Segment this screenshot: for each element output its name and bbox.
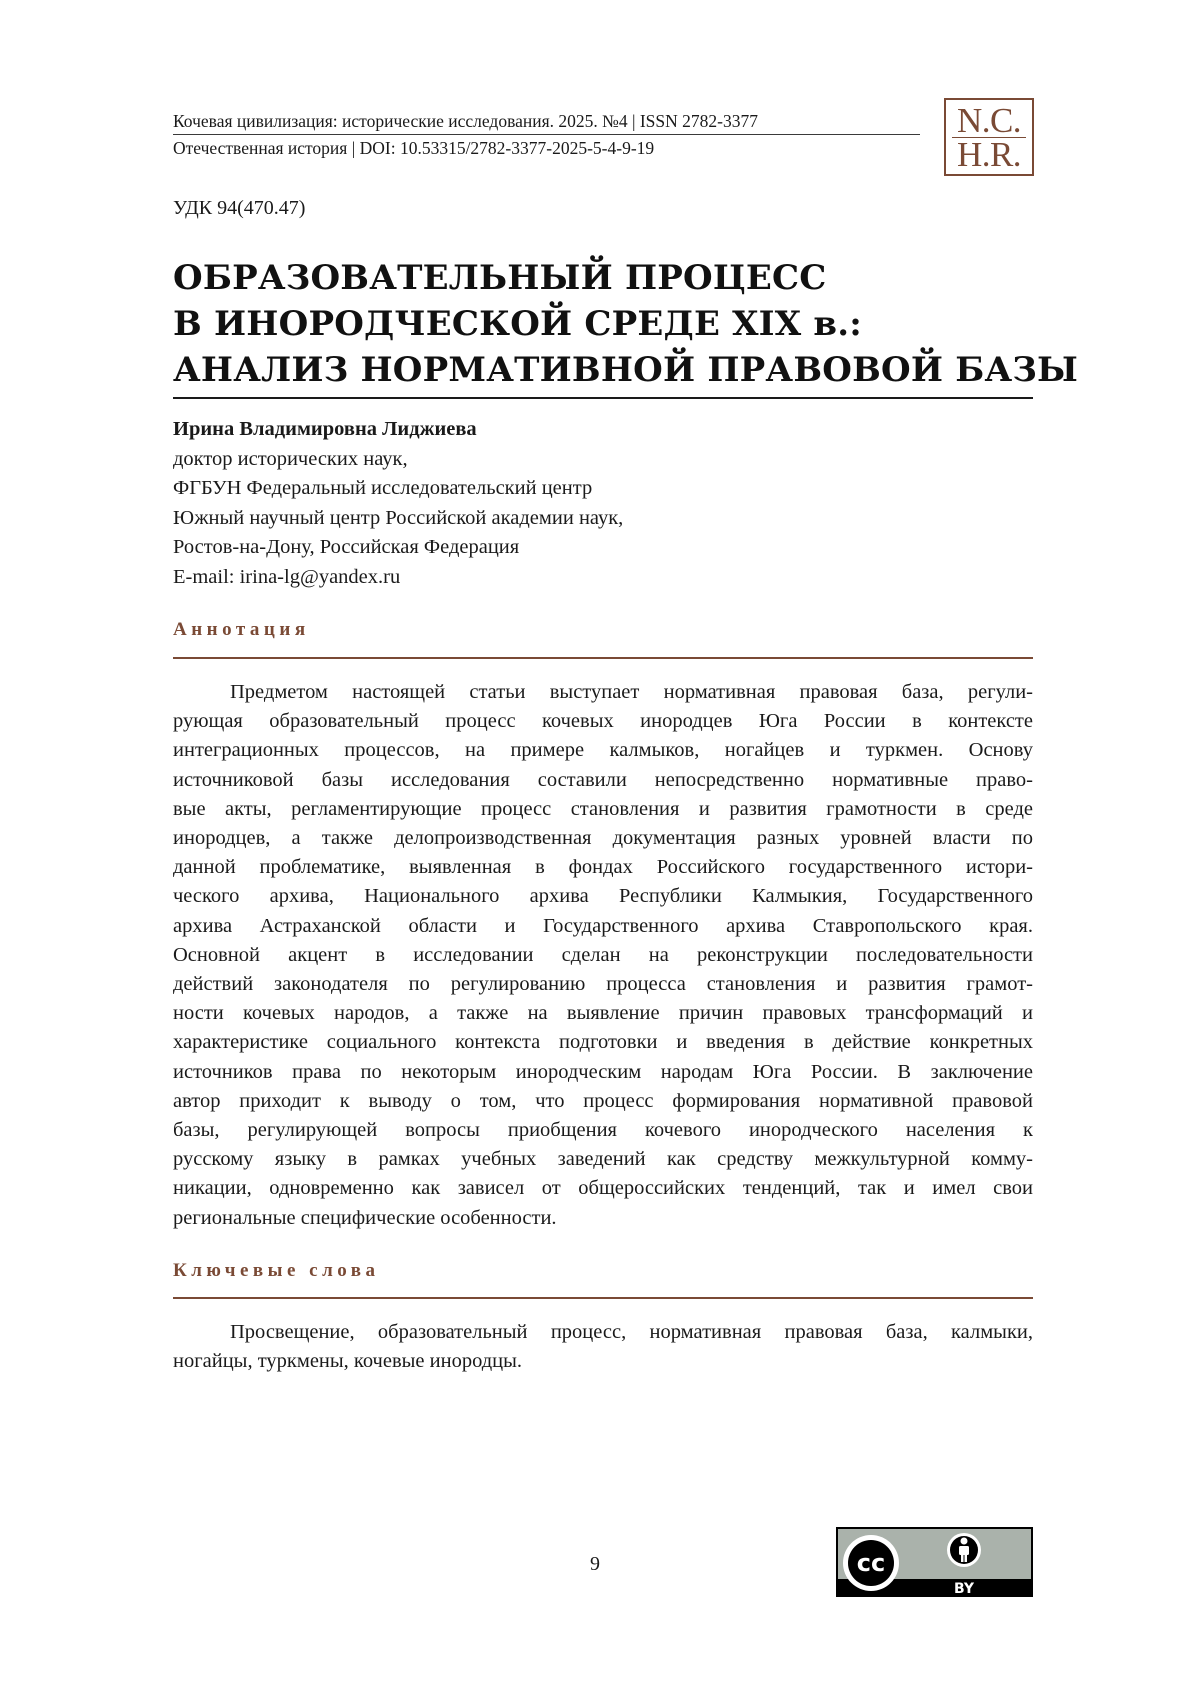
author-affiliation-1: ФГБУН Федеральный исследовательский центр xyxy=(173,477,593,499)
title-line-2: В ИНОРОДЧЕСКОЙ СРЕДЕ XIX в.: xyxy=(173,304,863,344)
title-divider xyxy=(173,397,1033,399)
title-line-3: АНАЛИЗ НОРМАТИВНОЙ ПРАВОВОЙ БАЗЫ xyxy=(173,350,1079,390)
abstract-line: действий законодателя по регулированию процесса становления и развития грамот- xyxy=(173,973,1033,996)
author-degree: доктор исторических наук, xyxy=(173,447,408,470)
author-name: Ирина Владимировна Лиджиева xyxy=(173,418,477,440)
abstract-line: автор приходит к выводу о том, что процесс формирования нормативной правовой xyxy=(173,1089,1033,1112)
journal-logo xyxy=(944,98,1034,176)
keywords-line: Просвещение, образовательный процесс, нормативная правовая база, калмыки, xyxy=(230,1321,1033,1343)
logo-bottom-text: H.R. xyxy=(956,135,1022,174)
author-email[interactable]: E-mail: irina-lg@yandex.ru xyxy=(173,565,401,588)
abstract-line: ческого архива, Национального архива Республики Калмыкия, Государственного xyxy=(173,885,1033,908)
by-label: BY xyxy=(953,1581,975,1597)
cc-icon-text: cc xyxy=(856,1549,886,1577)
abstract-line: никации, одновременно как зависел от общероссийских тенденций, так и имел свои xyxy=(173,1177,1033,1200)
abstract-line: источников права по некоторым инородческим народам Юга России. В заключение xyxy=(173,1060,1033,1083)
abstract-line: рующая образовательный процесс кочевых инородцев Юга России в контексте xyxy=(173,710,1033,733)
keywords-line: ногайцы, туркмены, кочевые инородцы. xyxy=(173,1350,523,1373)
udk-code: УДК 94(470.47) xyxy=(173,197,306,219)
abstract-line: архива Астраханской области и Государственного архива Ставропольского края. xyxy=(173,914,1033,937)
abstract-heading: Аннотация xyxy=(173,619,310,640)
abstract-line: русскому языку в рамках учебных заведений как средству межкультурной комму- xyxy=(173,1148,1033,1171)
cc-by-license-badge[interactable] xyxy=(836,1527,1033,1597)
abstract-line: характеристике социального контекста подготовки и введения в действие конкретных xyxy=(173,1031,1033,1054)
title-line-1: ОБРАЗОВАТЕЛЬНЫЙ ПРОЦЕСС xyxy=(173,258,827,298)
page-number: 9 xyxy=(590,1553,600,1575)
abstract-line: Предметом настоящей статьи выступает нормативная правовая база, регули- xyxy=(230,681,1033,703)
abstract-divider xyxy=(173,657,1033,659)
header-divider xyxy=(173,134,920,135)
abstract-line: ности кочевых народов, а также на выявление причин правовых трансформаций и xyxy=(173,1002,1033,1025)
journal-header xyxy=(173,110,920,160)
author-block xyxy=(173,415,623,592)
author-affiliation-2: Южный научный центр Российской академии наук, xyxy=(173,506,624,529)
abstract-line: Основной акцент в исследовании сделан на реконструкции последовательности xyxy=(173,943,1033,966)
abstract-line: источниковой базы исследования составили непосредственно нормативные право- xyxy=(173,768,1033,791)
cc-icon xyxy=(843,1535,899,1591)
keywords-body xyxy=(173,1318,1033,1376)
author-location: Ростов-на-Дону, Российская Федерация xyxy=(173,536,520,558)
section-doi-info: Отечественная история | DOI: 10.53315/2782-3377-2025-5-4-9-19 xyxy=(173,138,655,158)
keywords-heading: Ключевые слова xyxy=(173,1260,380,1281)
logo-top-text: N.C. xyxy=(956,101,1022,140)
abstract-body xyxy=(173,678,1033,1233)
article-title xyxy=(173,255,1079,393)
abstract-line: базы, регулирующей вопросы приобщения кочевого инородческого населения к xyxy=(173,1119,1033,1142)
abstract-line: интеграционных процессов, на примере калмыков, ногайцев и туркмен. Основу xyxy=(173,739,1033,762)
keywords-divider xyxy=(173,1297,1033,1299)
abstract-line: вые акты, регламентирующие процесс становления и развития грамотности в среде xyxy=(173,797,1033,820)
abstract-line: данной проблематике, выявленная в фондах Российского государственного истори- xyxy=(173,856,1033,879)
attribution-person-icon xyxy=(947,1533,981,1567)
journal-info: Кочевая цивилизация: исторические исследования. 2025. №4 | ISSN 2782-3377 xyxy=(173,111,758,131)
abstract-line: региональные специфические особенности. xyxy=(173,1206,557,1229)
abstract-line: инородцев, а также делопроизводственная документация разных уровней власти по xyxy=(173,827,1033,850)
